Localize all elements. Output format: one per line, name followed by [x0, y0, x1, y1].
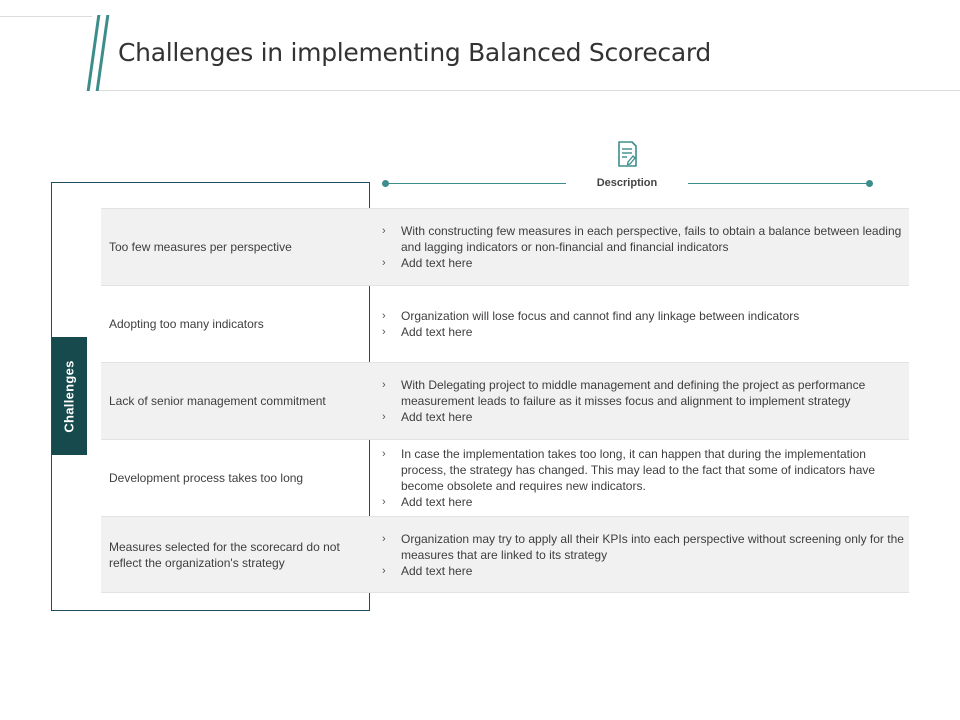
description-text: With constructing few measures in each perspective, fails to obtain a balance between leading and lagging indicators or non-financial and financial indicators [401, 224, 902, 254]
chevron-right-icon: › [382, 257, 386, 269]
description-text: Add text here [401, 256, 473, 270]
header-rule [98, 90, 960, 91]
description-rule-dot-left [382, 180, 389, 187]
description-header: Description [596, 177, 658, 189]
challenge-cell: Development process takes too long [109, 471, 304, 485]
description-text: Add text here [401, 325, 473, 339]
document-edit-icon [614, 140, 640, 168]
challenge-cell: Measures selected for the scorecard do not reflect the organization's strategy [109, 539, 340, 570]
table-row [101, 285, 909, 362]
chevron-right-icon: › [382, 379, 386, 391]
challenge-cell: Too few measures per perspective [109, 240, 292, 254]
chevron-right-icon: › [382, 448, 386, 460]
description-cell [369, 363, 909, 439]
challenge-cell: Lack of senior management commitment [109, 394, 326, 408]
list-item [382, 494, 909, 510]
table-row [101, 208, 909, 285]
list-item [382, 409, 909, 425]
table-row [101, 516, 909, 593]
chevron-right-icon: › [382, 411, 386, 423]
description-text: Organization may try to apply all their KPIs into each perspective without screening only for the measures that are linked to its strategy [401, 531, 904, 562]
description-text: Organization will lose focus and cannot find any linkage between indicators [401, 309, 800, 323]
challenge-cell: Adopting too many indicators [109, 317, 264, 331]
description-cell [369, 209, 909, 285]
table-row [101, 439, 909, 516]
description-rule-left [386, 183, 566, 184]
challenges-side-tab [52, 337, 87, 455]
description-rule-right [688, 183, 869, 184]
chevron-right-icon: › [382, 326, 386, 338]
list-item [382, 324, 909, 340]
description-text: In case the implementation takes too long, it can happen that during the implementation process, the strategy has changed. This may lead to the fact that some of indicators have become obsolete and requires new indicators. [401, 447, 876, 493]
description-text: Add text here [401, 563, 473, 578]
description-cell [369, 517, 909, 592]
challenges-table [101, 208, 909, 593]
list-item [382, 223, 909, 255]
chevron-right-icon: › [382, 564, 386, 577]
description-text: With Delegating project to middle management and defining the project as performance measurement leads to failure as it misses focus and alignment to implement strategy [401, 378, 866, 408]
chevron-right-icon: › [382, 532, 386, 545]
list-item [382, 563, 909, 579]
header-rule-left [0, 16, 92, 17]
list-item [382, 446, 909, 494]
table-row [101, 362, 909, 439]
description-cell [369, 440, 909, 516]
list-item [382, 531, 909, 563]
page-title: Challenges in implementing Balanced Scorecard [118, 38, 711, 67]
description-rule-dot-right [866, 180, 873, 187]
description-text: Add text here [401, 410, 473, 424]
list-item [382, 377, 909, 409]
chevron-right-icon: › [382, 225, 386, 237]
description-text: Add text here [401, 495, 473, 509]
chevron-right-icon: › [382, 496, 386, 508]
description-cell [369, 286, 909, 362]
list-item [382, 255, 909, 271]
challenges-side-label: Challenges [62, 359, 78, 433]
chevron-right-icon: › [382, 310, 386, 322]
list-item [382, 308, 909, 324]
